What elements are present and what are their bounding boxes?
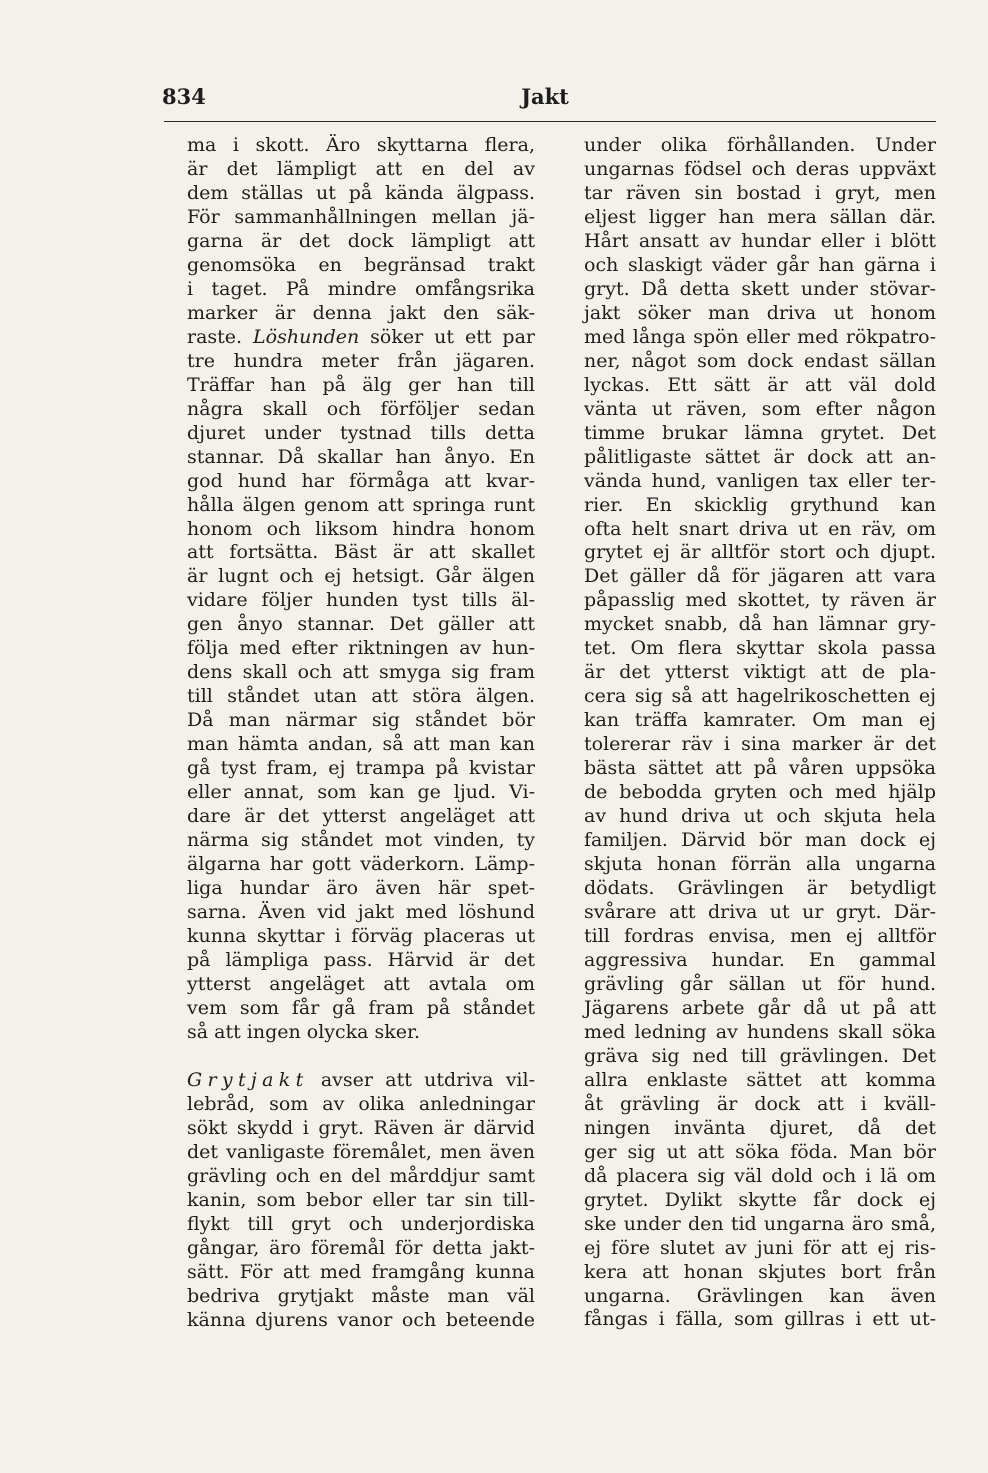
text-line: ungarna. Grävlingen kan även xyxy=(584,1284,936,1307)
text-line: är det lämpligt att en del av xyxy=(187,157,535,180)
text-line: tet. Om flera skyttar skola passa xyxy=(584,637,936,660)
text-line: och slaskigt väder går han gärna i xyxy=(584,253,936,276)
text-line: är lugnt och ej hetsigt. Går älgen xyxy=(187,565,535,588)
text-line: lebråd, som av olika anledningar xyxy=(187,1092,535,1115)
text-line: gångar, äro föremål för detta jakt- xyxy=(187,1236,535,1259)
text-line: ma i skott. Äro skyttarna flera, xyxy=(187,134,535,156)
text-line: är det ytterst viktigt att de pla- xyxy=(584,661,936,684)
running-title: Jakt xyxy=(521,84,569,109)
text-line xyxy=(187,326,535,350)
term-grytjakt: Grytjakt xyxy=(187,1068,309,1091)
text-line: rier. En skicklig grythund kan xyxy=(584,493,936,516)
text-line: det vanligaste föremålet, men även xyxy=(187,1140,535,1163)
text-line: marker är denna jakt den säk- xyxy=(187,301,535,324)
text-line: vända hund, vanligen tax eller ter- xyxy=(584,469,936,492)
text-line: För sammanhållningen mellan jä- xyxy=(187,205,535,228)
text-line: honom och liksom hindra honom xyxy=(187,517,535,540)
text-line: mycket snabb, då han lämnar gry- xyxy=(584,613,936,636)
text-line: kan träffa kamrater. Om man ej xyxy=(584,709,936,732)
text-line: kera att honan skjutes bort från xyxy=(584,1260,936,1283)
text-line: eller annat, som kan ge ljud. Vi- xyxy=(187,781,535,804)
text-line: av hund driva ut och skjuta hela xyxy=(584,805,936,828)
text-line: så att ingen olycka sker. xyxy=(187,1020,421,1043)
text-line: följa med efter riktningen av hun- xyxy=(187,637,535,660)
text-line: ningen invänta djuret, då det xyxy=(584,1116,936,1139)
text-line: allra enklaste sättet att komma xyxy=(584,1068,936,1091)
text-line: några skall och förföljer sedan xyxy=(187,397,535,420)
text-line: i taget. På mindre omfångsrika xyxy=(187,277,535,300)
text-line: ofta helt snart driva ut en räv, om xyxy=(584,517,936,540)
text-line: liga hundar äro även här spet- xyxy=(187,877,535,900)
text-line: sökt skydd i gryt. Räven är därvid xyxy=(187,1116,535,1139)
text-line: familjen. Därvid bör man dock ej xyxy=(584,829,936,852)
text-line: fångas i fälla, som gillras i ett ut- xyxy=(584,1308,936,1331)
text-line: garna är det dock lämpligt att xyxy=(187,229,535,252)
text-line: flykt till gryt och underjordiska xyxy=(187,1212,535,1235)
text-line: gryt. Då detta skett under stövar- xyxy=(584,277,936,300)
text-line: att fortsätta. Bäst är att skallet xyxy=(187,541,535,564)
text-line: ske under den tid ungarna äro små, xyxy=(584,1212,936,1235)
text-line: under olika förhållanden. Under xyxy=(584,134,936,156)
text-line: ytterst angeläget att avtala om xyxy=(187,972,535,995)
text-line: de bebodda gryten och med hjälp xyxy=(584,781,936,804)
text-fragment: avser att utdriva vil- xyxy=(320,1068,536,1091)
text-line: närma sig ståndet mot vinden, ty xyxy=(187,829,535,852)
emphasis-loshunden: Löshunden xyxy=(253,325,360,348)
text-line: tolererar räv i sina marker är det xyxy=(584,733,936,756)
text-line: gå tyst fram, ej trampa på kvistar xyxy=(187,757,535,780)
text-line: dare är det ytterst angeläget att xyxy=(187,805,535,828)
text-fragment: raste. xyxy=(187,325,243,348)
text-line: till fordras envisa, men ej alltför xyxy=(584,924,936,947)
text-line xyxy=(187,1069,535,1093)
text-line: grytet ej är alltför stort och djupt. xyxy=(584,541,936,564)
text-line: tar räven sin bostad i gryt, men xyxy=(584,181,936,204)
text-line: grytet. Dylikt skytte får dock ej xyxy=(584,1188,936,1211)
text-line: Hårt ansatt av hundar eller i blött xyxy=(584,229,936,252)
text-line: vem som får gå fram på ståndet xyxy=(187,996,535,1019)
text-line: djuret under tystnad tills detta xyxy=(187,421,535,444)
text-line: gen ånyo stannar. Det gäller att xyxy=(187,613,535,636)
text-line: påpasslig med skottet, ty räven är xyxy=(584,589,936,612)
text-line: pålitligaste sättet är dock att an- xyxy=(584,445,936,468)
text-line: dens skall och att smyga sig fram xyxy=(187,661,535,684)
page-number: 834 xyxy=(162,84,206,109)
text-line: hålla älgen genom att springa runt xyxy=(187,493,535,516)
text-line: ej före slutet av juni för att ej ris- xyxy=(584,1236,936,1259)
text-line: bedriva grytjakt måste man väl xyxy=(187,1284,535,1307)
text-line: till ståndet utan att störa älgen. xyxy=(187,685,535,708)
text-line: svårare att driva ut ur gryt. Där- xyxy=(584,901,936,923)
text-line: Det gäller då för jägaren att vara xyxy=(584,565,936,588)
paragraph-gap xyxy=(187,1045,535,1069)
text-line: på lämpliga pass. Härvid är det xyxy=(187,948,535,971)
text-line: vidare följer hunden tyst tills äl- xyxy=(187,589,535,612)
text-fragment: söker ut ett par xyxy=(370,325,535,348)
text-line: god hund har förmåga att kvar- xyxy=(187,469,535,492)
text-line: Träffar han på älg ger han till xyxy=(187,373,535,396)
text-line: grävling och en del mårddjur samt xyxy=(187,1164,535,1187)
text-line: skjuta honan förrän alla ungarna xyxy=(584,853,936,876)
text-line: med långa spön eller med rökpatro- xyxy=(584,325,936,348)
text-line: kunna skyttar i förväg placeras ut xyxy=(187,924,535,947)
text-line: Jägarens arbete går då ut på att xyxy=(584,996,936,1019)
text-line: då placera sig väl dold och i lä om xyxy=(584,1164,936,1187)
text-line: åt grävling är dock att i kväll- xyxy=(584,1092,936,1115)
text-line: man hämta andan, så att man kan xyxy=(187,733,535,756)
text-line: jakt söker man driva ut honom xyxy=(584,301,936,324)
text-line: sätt. För att med framgång kunna xyxy=(187,1260,535,1283)
text-line: med ledning av hundens skall söka xyxy=(584,1020,936,1043)
text-line: cera sig så att hagelrikoschetten ej xyxy=(584,685,936,708)
left-column xyxy=(187,134,535,1332)
text-line: bästa sättet att på våren uppsöka xyxy=(584,757,936,780)
text-line: tre hundra meter från jägaren. xyxy=(187,349,535,372)
text-line: stannar. Då skallar han ånyo. En xyxy=(187,445,535,468)
text-line: dödats. Grävlingen är betydligt xyxy=(584,877,936,900)
text-line: grävling går sällan ut för hund. xyxy=(584,972,936,995)
text-line: kanin, som bebor eller tar sin till- xyxy=(187,1188,535,1211)
text-line: ungarnas födsel och deras uppväxt xyxy=(584,157,936,180)
right-column xyxy=(584,134,936,1332)
text-line: gräva sig ned till grävlingen. Det xyxy=(584,1044,936,1067)
text-line: lyckas. Ett sätt är att väl dold xyxy=(584,373,936,396)
text-line: sarna. Även vid jakt med löshund xyxy=(187,901,535,923)
header-rule xyxy=(164,121,936,122)
text-line: ner, något som dock endast sällan xyxy=(584,349,936,372)
text-line: timme brukar lämna grytet. Det xyxy=(584,421,936,444)
text-line: genomsöka en begränsad trakt xyxy=(187,253,535,276)
text-line: ger sig ut att söka föda. Man bör xyxy=(584,1140,936,1163)
text-line: dem ställas ut på kända älgpass. xyxy=(187,181,535,204)
text-line: vänta ut räven, som efter någon xyxy=(584,397,936,420)
text-line: älgarna har gott väderkorn. Lämp- xyxy=(187,853,535,876)
text-line: Då man närmar sig ståndet bör xyxy=(187,709,535,732)
text-line: eljest ligger han mera sällan där. xyxy=(584,205,936,228)
text-line: aggressiva hundar. En gammal xyxy=(584,948,936,971)
text-line: känna djurens vanor och beteende xyxy=(187,1308,535,1331)
